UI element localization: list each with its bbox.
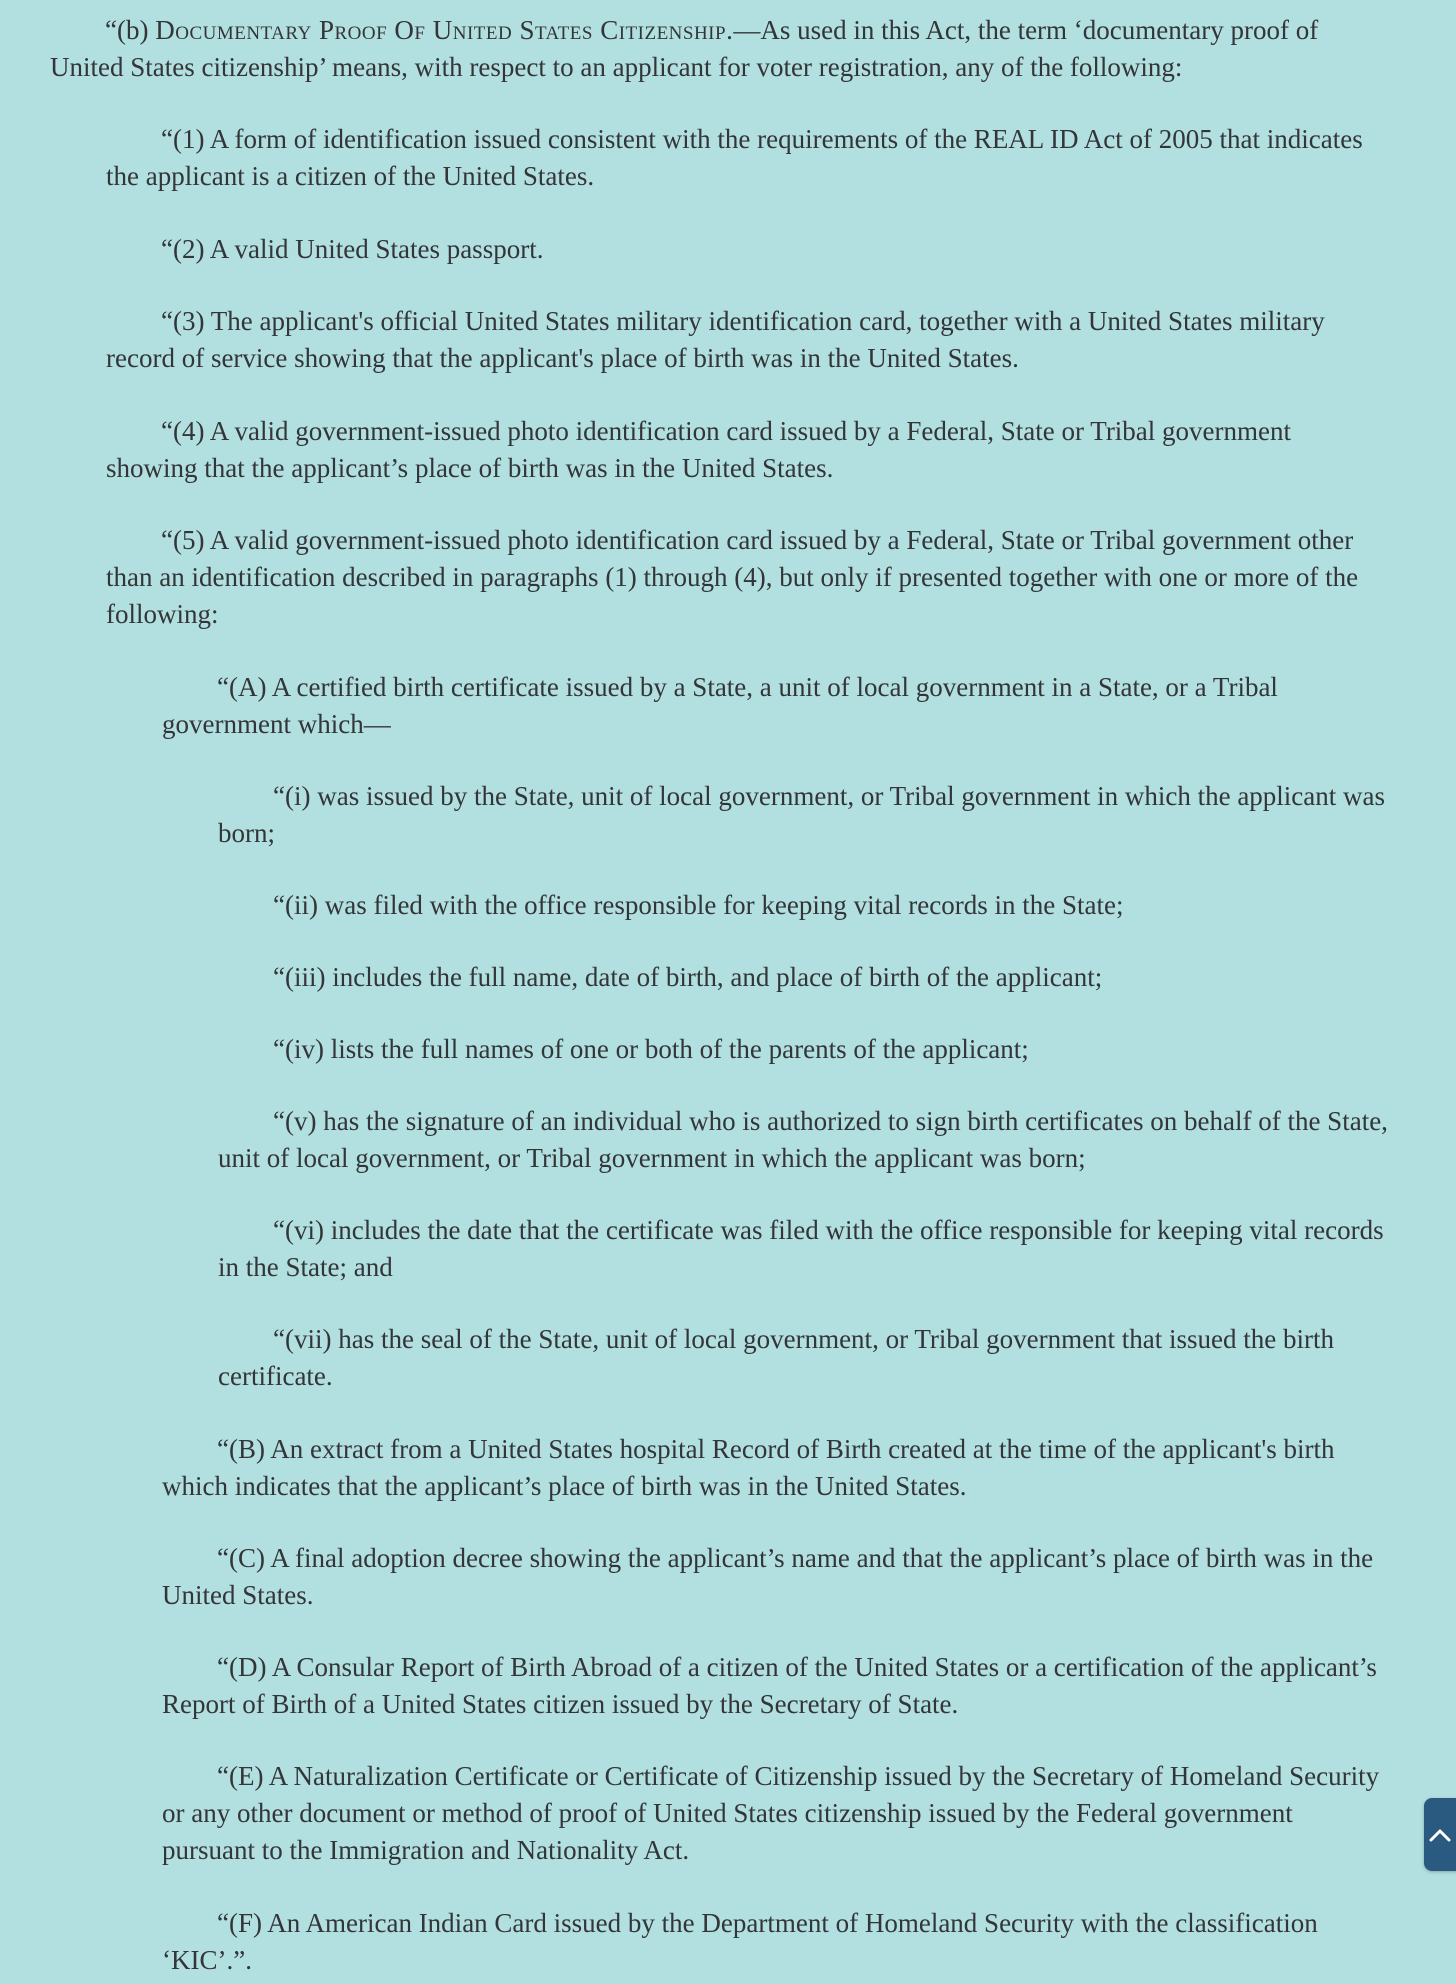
paragraph-line: “(F) An American Indian Card issued by the Department of Homeland Security with the classification xyxy=(217,1908,1318,1938)
paragraph-line: “(vi) includes the date that the certificate was filed with the office responsible for keeping vital records xyxy=(273,1215,1384,1245)
paragraph-line: “(B) An extract from a United States hospital Record of Birth created at the time of the applicant's birth xyxy=(217,1434,1335,1464)
section-heading xyxy=(50,12,1318,86)
paragraph-5-F xyxy=(162,1905,1318,1979)
paragraph-line: “(ii) was filed with the office responsible for keeping vital records in the State; xyxy=(273,890,1124,920)
paragraph-line: ‘KIC’.”. xyxy=(162,1945,252,1975)
paragraph-5 xyxy=(106,522,1358,633)
paragraph-line: government which— xyxy=(162,709,391,739)
paragraph-line: than an identification described in paragraphs (1) through (4), but only if presented together with one or more of the xyxy=(106,562,1359,592)
paragraph-line: showing that the applicant’s place of birth was in the United States. xyxy=(106,453,834,483)
paragraph-line: “(D) A Consular Report of Birth Abroad of a citizen of the United States or a certification of the applicant’s xyxy=(217,1652,1377,1682)
paragraph-line: “(A) A certified birth certificate issued by a State, a unit of local government in a State, or a Tribal xyxy=(217,672,1278,702)
paragraph-5-A-vi xyxy=(218,1212,1384,1286)
heading-title: Documentary Proof Of United States Citizenship. xyxy=(155,15,734,45)
paragraph-5-A-i xyxy=(218,778,1385,852)
paragraph-line: “(4) A valid government-issued photo identification card issued by a Federal, State or Tribal government xyxy=(161,416,1292,446)
paragraph-5-A-iii xyxy=(218,959,1102,996)
paragraph-line: “(iii) includes the full name, date of birth, and place of birth of the applicant; xyxy=(273,962,1103,992)
paragraph-line: in the State; and xyxy=(218,1252,393,1282)
paragraph-line: “(3) The applicant's official United States military identification card, together with a United States military xyxy=(161,306,1325,336)
paragraph-line: pursuant to the Immigration and Nationality Act. xyxy=(162,1835,690,1865)
paragraph-line: record of service showing that the applicant's place of birth was in the United States. xyxy=(106,343,1019,373)
paragraph-5-C xyxy=(162,1540,1373,1614)
paragraph-line: following: xyxy=(106,599,219,629)
paragraph-line: “(vii) has the seal of the State, unit of local government, or Tribal government that issued the birth xyxy=(273,1324,1335,1354)
paragraph-line: “(1) A form of identification issued consistent with the requirements of the REAL ID Act of 2005 that indicates xyxy=(161,124,1363,154)
paragraph-2 xyxy=(106,231,543,268)
paragraph-line: certificate. xyxy=(218,1361,333,1391)
paragraph-line: born; xyxy=(218,818,275,848)
paragraph-line: unit of local government, or Tribal government in which the applicant was born; xyxy=(218,1143,1086,1173)
paragraph-3 xyxy=(106,303,1325,377)
paragraph-line: the applicant is a citizen of the United States. xyxy=(106,161,595,191)
paragraph-line: “(i) was issued by the State, unit of local government, or Tribal government in which the applicant was xyxy=(273,781,1386,811)
paragraph-5-B xyxy=(162,1431,1335,1505)
paragraph-1 xyxy=(106,121,1363,195)
paragraph-5-A-vii xyxy=(218,1321,1334,1395)
scroll-to-top-button[interactable] xyxy=(1424,1798,1456,1871)
paragraph-4 xyxy=(106,413,1291,487)
paragraph-line: which indicates that the applicant’s place of birth was in the United States. xyxy=(162,1471,967,1501)
heading-prefix: “(b) xyxy=(105,15,156,45)
paragraph-5-D xyxy=(162,1649,1377,1723)
paragraph-line: “(v) has the signature of an individual who is authorized to sign birth certificates on behalf of the State, xyxy=(273,1106,1388,1136)
paragraph-line: “(iv) lists the full names of one or both of the parents of the applicant; xyxy=(273,1034,1029,1064)
paragraph-line: “(C) A final adoption decree showing the applicant’s name and that the applicant’s place of birth was in the xyxy=(217,1543,1374,1573)
paragraph-5-A xyxy=(162,669,1278,743)
paragraph-line: or any other document or method of proof of United States citizenship issued by the Federal government xyxy=(162,1798,1293,1828)
chevron-up-icon xyxy=(1428,1825,1452,1845)
paragraph-5-A-iv xyxy=(218,1031,1029,1068)
heading-rest: —As used in this Act, the term ‘documentary proof of xyxy=(733,15,1319,45)
paragraph-5-A-ii xyxy=(218,887,1124,924)
heading-line: United States citizenship’ means, with respect to an applicant for voter registration, any of the following: xyxy=(50,52,1183,82)
paragraph-5-E xyxy=(162,1758,1379,1869)
paragraph-line: “(5) A valid government-issued photo identification card issued by a Federal, State or Tribal government other xyxy=(161,525,1354,555)
paragraph-line: “(2) A valid United States passport. xyxy=(161,234,544,264)
paragraph-5-A-v xyxy=(218,1103,1388,1177)
paragraph-line: Report of Birth of a United States citizen issued by the Secretary of State. xyxy=(162,1689,959,1719)
paragraph-line: “(E) A Naturalization Certificate or Certificate of Citizenship issued by the Secretary of Homeland Security xyxy=(217,1761,1380,1791)
paragraph-line: United States. xyxy=(162,1580,314,1610)
